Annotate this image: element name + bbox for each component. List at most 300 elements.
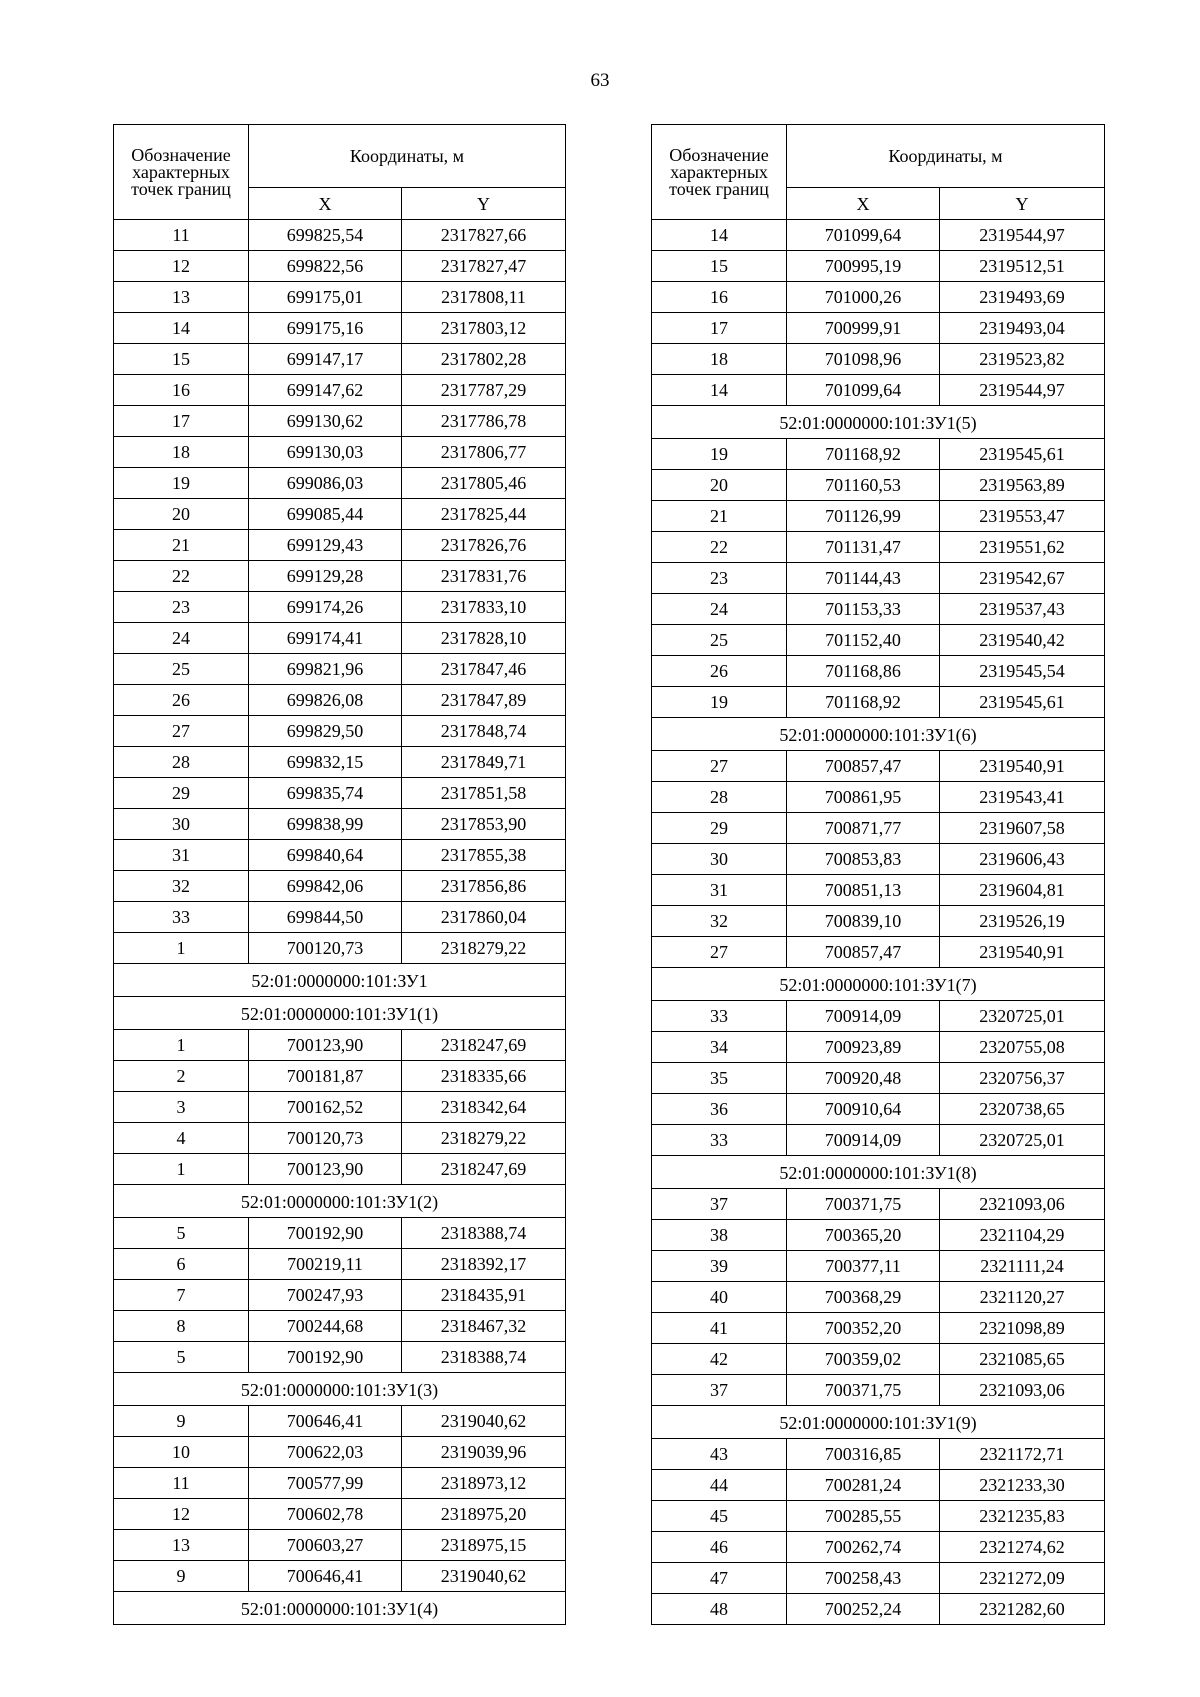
point-id-cell: 19 [652, 439, 787, 470]
table-row [652, 532, 1105, 563]
table-row [114, 406, 566, 437]
point-id-cell: 28 [652, 782, 787, 813]
x-coordinate-cell: 700603,27 [249, 1530, 402, 1561]
y-coordinate-cell: 2317855,38 [402, 840, 566, 871]
y-coordinate-cell: 2319039,96 [402, 1437, 566, 1468]
point-id-cell: 9 [114, 1561, 249, 1592]
table-row [652, 1439, 1105, 1470]
point-id-cell: 15 [114, 344, 249, 375]
y-coordinate-cell: 2319493,69 [940, 282, 1105, 313]
y-coordinate-cell: 2319544,97 [940, 220, 1105, 251]
y-coordinate-cell: 2319512,51 [940, 251, 1105, 282]
x-coordinate-cell: 700359,02 [787, 1344, 940, 1375]
x-coordinate-cell: 699129,28 [249, 561, 402, 592]
section-row [114, 1185, 566, 1218]
x-coordinate-cell: 700123,90 [249, 1030, 402, 1061]
table-row [652, 1063, 1105, 1094]
x-coordinate-cell: 701131,47 [787, 532, 940, 563]
point-id-cell: 14 [652, 220, 787, 251]
x-coordinate-cell: 701098,96 [787, 344, 940, 375]
point-id-cell: 6 [114, 1249, 249, 1280]
point-id-cell: 18 [652, 344, 787, 375]
table-row [114, 1218, 566, 1249]
y-coordinate-cell: 2317806,77 [402, 437, 566, 468]
y-coordinate-cell: 2318279,22 [402, 1123, 566, 1154]
table-row [652, 687, 1105, 718]
y-coordinate-cell: 2318435,91 [402, 1280, 566, 1311]
point-id-cell: 27 [652, 937, 787, 968]
table-row [114, 1561, 566, 1592]
table-row [652, 470, 1105, 501]
table-row [114, 1342, 566, 1373]
table-row [114, 871, 566, 902]
point-id-cell: 39 [652, 1251, 787, 1282]
x-coordinate-cell: 700622,03 [249, 1437, 402, 1468]
header-x: X [787, 188, 940, 220]
x-coordinate-cell: 699086,03 [249, 468, 402, 499]
point-id-cell: 48 [652, 1594, 787, 1625]
section-label: 52:01:0000000:101:ЗУ1(5) [652, 406, 1105, 439]
point-id-cell: 22 [114, 561, 249, 592]
table-row [114, 375, 566, 406]
section-row [114, 997, 566, 1030]
x-coordinate-cell: 699174,26 [249, 592, 402, 623]
x-coordinate-cell: 699130,62 [249, 406, 402, 437]
y-coordinate-cell: 2319607,58 [940, 813, 1105, 844]
table-row [114, 530, 566, 561]
y-coordinate-cell: 2320756,37 [940, 1063, 1105, 1094]
table-row [114, 716, 566, 747]
x-coordinate-cell: 700914,09 [787, 1001, 940, 1032]
point-id-cell: 26 [652, 656, 787, 687]
x-coordinate-cell: 701126,99 [787, 501, 940, 532]
y-coordinate-cell: 2317808,11 [402, 282, 566, 313]
x-coordinate-cell: 701152,40 [787, 625, 940, 656]
header-x: X [249, 188, 402, 220]
point-id-cell: 42 [652, 1344, 787, 1375]
y-coordinate-cell: 2317827,47 [402, 251, 566, 282]
table-row [652, 375, 1105, 406]
x-coordinate-cell: 700262,74 [787, 1532, 940, 1563]
section-label: 52:01:0000000:101:ЗУ1(9) [652, 1406, 1105, 1439]
point-id-cell: 27 [652, 751, 787, 782]
section-label: 52:01:0000000:101:ЗУ1(1) [114, 997, 566, 1030]
section-row [114, 1373, 566, 1406]
x-coordinate-cell: 700371,75 [787, 1189, 940, 1220]
x-coordinate-cell: 701000,26 [787, 282, 940, 313]
table-row [652, 1470, 1105, 1501]
point-id-cell: 20 [652, 470, 787, 501]
table-row [652, 344, 1105, 375]
y-coordinate-cell: 2319493,04 [940, 313, 1105, 344]
point-id-cell: 26 [114, 685, 249, 716]
y-coordinate-cell: 2317831,76 [402, 561, 566, 592]
table-row [114, 220, 566, 251]
y-coordinate-cell: 2319540,91 [940, 937, 1105, 968]
section-row [652, 1156, 1105, 1189]
point-id-cell: 24 [114, 623, 249, 654]
table-row [652, 1032, 1105, 1063]
table-row [652, 1251, 1105, 1282]
y-coordinate-cell: 2321098,89 [940, 1313, 1105, 1344]
section-label: 52:01:0000000:101:ЗУ1(6) [652, 718, 1105, 751]
table-row [114, 1249, 566, 1280]
y-coordinate-cell: 2321104,29 [940, 1220, 1105, 1251]
table-row [652, 813, 1105, 844]
table-row [114, 685, 566, 716]
table-row [114, 468, 566, 499]
x-coordinate-cell: 700857,47 [787, 751, 940, 782]
table-row [652, 1532, 1105, 1563]
y-coordinate-cell: 2319606,43 [940, 844, 1105, 875]
x-coordinate-cell: 700995,19 [787, 251, 940, 282]
point-id-cell: 21 [114, 530, 249, 561]
x-coordinate-cell: 700914,09 [787, 1125, 940, 1156]
point-id-cell: 16 [114, 375, 249, 406]
table-row [652, 1189, 1105, 1220]
section-row [652, 406, 1105, 439]
y-coordinate-cell: 2319040,62 [402, 1561, 566, 1592]
table-row [652, 937, 1105, 968]
y-coordinate-cell: 2317828,10 [402, 623, 566, 654]
point-id-cell: 7 [114, 1280, 249, 1311]
x-coordinate-cell: 700365,20 [787, 1220, 940, 1251]
y-coordinate-cell: 2317833,10 [402, 592, 566, 623]
x-coordinate-cell: 700244,68 [249, 1311, 402, 1342]
point-id-cell: 3 [114, 1092, 249, 1123]
point-id-cell: 38 [652, 1220, 787, 1251]
coordinates-table-left [113, 124, 566, 1625]
table-row [114, 1499, 566, 1530]
y-coordinate-cell: 2318247,69 [402, 1030, 566, 1061]
table-row [114, 282, 566, 313]
table-row [114, 344, 566, 375]
y-coordinate-cell: 2318247,69 [402, 1154, 566, 1185]
table-row [114, 437, 566, 468]
section-label: 52:01:0000000:101:ЗУ1(7) [652, 968, 1105, 1001]
point-id-cell: 25 [114, 654, 249, 685]
x-coordinate-cell: 699130,03 [249, 437, 402, 468]
x-coordinate-cell: 700999,91 [787, 313, 940, 344]
x-coordinate-cell: 700851,13 [787, 875, 940, 906]
y-coordinate-cell: 2317826,76 [402, 530, 566, 561]
point-id-cell: 32 [114, 871, 249, 902]
point-id-cell: 9 [114, 1406, 249, 1437]
y-coordinate-cell: 2319553,47 [940, 501, 1105, 532]
point-id-cell: 12 [114, 251, 249, 282]
x-coordinate-cell: 701144,43 [787, 563, 940, 594]
table-row [114, 1061, 566, 1092]
x-coordinate-cell: 699842,06 [249, 871, 402, 902]
point-id-cell: 8 [114, 1311, 249, 1342]
y-coordinate-cell: 2317860,04 [402, 902, 566, 933]
x-coordinate-cell: 700162,52 [249, 1092, 402, 1123]
section-label: 52:01:0000000:101:ЗУ1(4) [114, 1592, 566, 1625]
y-coordinate-cell: 2318279,22 [402, 933, 566, 964]
point-id-cell: 28 [114, 747, 249, 778]
table-row [652, 439, 1105, 470]
y-coordinate-cell: 2319537,43 [940, 594, 1105, 625]
table-row [114, 840, 566, 871]
x-coordinate-cell: 699085,44 [249, 499, 402, 530]
section-label: 52:01:0000000:101:ЗУ1(2) [114, 1185, 566, 1218]
point-id-cell: 35 [652, 1063, 787, 1094]
x-coordinate-cell: 700120,73 [249, 1123, 402, 1154]
x-coordinate-cell: 700577,99 [249, 1468, 402, 1499]
x-coordinate-cell: 699147,17 [249, 344, 402, 375]
point-id-cell: 12 [114, 1499, 249, 1530]
section-row [114, 1592, 566, 1625]
table-row [652, 906, 1105, 937]
y-coordinate-cell: 2320755,08 [940, 1032, 1105, 1063]
x-coordinate-cell: 699825,54 [249, 220, 402, 251]
point-id-cell: 1 [114, 933, 249, 964]
x-coordinate-cell: 700923,89 [787, 1032, 940, 1063]
table-row [652, 844, 1105, 875]
header-coordinates: Координаты, м [787, 125, 1105, 188]
table-row [114, 1530, 566, 1561]
y-coordinate-cell: 2317847,46 [402, 654, 566, 685]
table-row [114, 809, 566, 840]
table-row [114, 1030, 566, 1061]
y-coordinate-cell: 2319545,61 [940, 439, 1105, 470]
y-coordinate-cell: 2319542,67 [940, 563, 1105, 594]
x-coordinate-cell: 700285,55 [787, 1501, 940, 1532]
x-coordinate-cell: 699844,50 [249, 902, 402, 933]
table-row [114, 1154, 566, 1185]
table-row [652, 1313, 1105, 1344]
table-row [114, 1123, 566, 1154]
table-row [114, 561, 566, 592]
y-coordinate-cell: 2317856,86 [402, 871, 566, 902]
table-row [652, 501, 1105, 532]
y-coordinate-cell: 2317825,44 [402, 499, 566, 530]
x-coordinate-cell: 700853,83 [787, 844, 940, 875]
header-coordinates: Координаты, м [249, 125, 566, 188]
table-row [114, 654, 566, 685]
point-id-cell: 37 [652, 1375, 787, 1406]
point-id-cell: 11 [114, 1468, 249, 1499]
y-coordinate-cell: 2318467,32 [402, 1311, 566, 1342]
y-coordinate-cell: 2317848,74 [402, 716, 566, 747]
table-row [652, 1125, 1105, 1156]
y-coordinate-cell: 2321085,65 [940, 1344, 1105, 1375]
table-row [114, 1092, 566, 1123]
table-row [652, 594, 1105, 625]
y-coordinate-cell: 2319540,91 [940, 751, 1105, 782]
point-id-cell: 20 [114, 499, 249, 530]
point-id-cell: 46 [652, 1532, 787, 1563]
x-coordinate-cell: 700252,24 [787, 1594, 940, 1625]
point-id-cell: 33 [652, 1001, 787, 1032]
point-id-cell: 33 [652, 1125, 787, 1156]
x-coordinate-cell: 700646,41 [249, 1406, 402, 1437]
point-id-cell: 17 [114, 406, 249, 437]
point-id-cell: 40 [652, 1282, 787, 1313]
table-row [652, 1375, 1105, 1406]
table-row [114, 933, 566, 964]
table-row [114, 778, 566, 809]
x-coordinate-cell: 699840,64 [249, 840, 402, 871]
table-row [652, 1501, 1105, 1532]
x-coordinate-cell: 700123,90 [249, 1154, 402, 1185]
point-id-cell: 25 [652, 625, 787, 656]
y-coordinate-cell: 2317847,89 [402, 685, 566, 716]
point-id-cell: 44 [652, 1470, 787, 1501]
point-id-cell: 19 [652, 687, 787, 718]
y-coordinate-cell: 2317827,66 [402, 220, 566, 251]
x-coordinate-cell: 700861,95 [787, 782, 940, 813]
y-coordinate-cell: 2317787,29 [402, 375, 566, 406]
table-row [652, 1220, 1105, 1251]
y-coordinate-cell: 2319545,61 [940, 687, 1105, 718]
y-coordinate-cell: 2321120,27 [940, 1282, 1105, 1313]
point-id-cell: 23 [114, 592, 249, 623]
y-coordinate-cell: 2320725,01 [940, 1125, 1105, 1156]
table-row [114, 1468, 566, 1499]
x-coordinate-cell: 701099,64 [787, 220, 940, 251]
table-body-right [652, 220, 1105, 1625]
table-row [652, 751, 1105, 782]
x-coordinate-cell: 700316,85 [787, 1439, 940, 1470]
y-coordinate-cell: 2319604,81 [940, 875, 1105, 906]
x-coordinate-cell: 699174,41 [249, 623, 402, 654]
table-row [114, 623, 566, 654]
point-id-cell: 27 [114, 716, 249, 747]
point-id-cell: 45 [652, 1501, 787, 1532]
x-coordinate-cell: 701099,64 [787, 375, 940, 406]
point-id-cell: 11 [114, 220, 249, 251]
point-id-cell: 30 [114, 809, 249, 840]
point-id-cell: 1 [114, 1154, 249, 1185]
point-id-cell: 29 [114, 778, 249, 809]
x-coordinate-cell: 700839,10 [787, 906, 940, 937]
y-coordinate-cell: 2321233,30 [940, 1470, 1105, 1501]
y-coordinate-cell: 2317805,46 [402, 468, 566, 499]
y-coordinate-cell: 2319563,89 [940, 470, 1105, 501]
y-coordinate-cell: 2317786,78 [402, 406, 566, 437]
section-label: 52:01:0000000:101:ЗУ1(3) [114, 1373, 566, 1406]
x-coordinate-cell: 699832,15 [249, 747, 402, 778]
y-coordinate-cell: 2318388,74 [402, 1342, 566, 1373]
x-coordinate-cell: 699821,96 [249, 654, 402, 685]
x-coordinate-cell: 700371,75 [787, 1375, 940, 1406]
section-row [652, 968, 1105, 1001]
x-coordinate-cell: 700352,20 [787, 1313, 940, 1344]
point-id-cell: 31 [652, 875, 787, 906]
y-coordinate-cell: 2319040,62 [402, 1406, 566, 1437]
x-coordinate-cell: 700192,90 [249, 1342, 402, 1373]
y-coordinate-cell: 2321272,09 [940, 1563, 1105, 1594]
point-id-cell: 37 [652, 1189, 787, 1220]
table-row [652, 656, 1105, 687]
y-coordinate-cell: 2318975,15 [402, 1530, 566, 1561]
y-coordinate-cell: 2318342,64 [402, 1092, 566, 1123]
point-id-cell: 15 [652, 251, 787, 282]
y-coordinate-cell: 2317802,28 [402, 344, 566, 375]
table-row [114, 1311, 566, 1342]
x-coordinate-cell: 700920,48 [787, 1063, 940, 1094]
point-id-cell: 33 [114, 902, 249, 933]
x-coordinate-cell: 701153,33 [787, 594, 940, 625]
table-row [652, 282, 1105, 313]
point-id-cell: 1 [114, 1030, 249, 1061]
x-coordinate-cell: 700181,87 [249, 1061, 402, 1092]
y-coordinate-cell: 2321111,24 [940, 1251, 1105, 1282]
y-coordinate-cell: 2318973,12 [402, 1468, 566, 1499]
x-coordinate-cell: 700602,78 [249, 1499, 402, 1530]
x-coordinate-cell: 699129,43 [249, 530, 402, 561]
y-coordinate-cell: 2320725,01 [940, 1001, 1105, 1032]
x-coordinate-cell: 701168,92 [787, 439, 940, 470]
y-coordinate-cell: 2319551,62 [940, 532, 1105, 563]
table-row [114, 1280, 566, 1311]
point-id-cell: 47 [652, 1563, 787, 1594]
table-row [114, 592, 566, 623]
x-coordinate-cell: 699826,08 [249, 685, 402, 716]
x-coordinate-cell: 700247,93 [249, 1280, 402, 1311]
point-id-cell: 5 [114, 1342, 249, 1373]
point-id-cell: 14 [114, 313, 249, 344]
x-coordinate-cell: 700281,24 [787, 1470, 940, 1501]
point-id-cell: 4 [114, 1123, 249, 1154]
table-row [114, 902, 566, 933]
y-coordinate-cell: 2319526,19 [940, 906, 1105, 937]
x-coordinate-cell: 699175,01 [249, 282, 402, 313]
x-coordinate-cell: 699838,99 [249, 809, 402, 840]
table-row [114, 1406, 566, 1437]
table-row [114, 747, 566, 778]
point-id-cell: 34 [652, 1032, 787, 1063]
x-coordinate-cell: 699829,50 [249, 716, 402, 747]
table-row [652, 782, 1105, 813]
point-id-cell: 22 [652, 532, 787, 563]
table-row [114, 313, 566, 344]
point-id-cell: 16 [652, 282, 787, 313]
table-row [114, 251, 566, 282]
x-coordinate-cell: 701168,86 [787, 656, 940, 687]
point-id-cell: 31 [114, 840, 249, 871]
point-id-cell: 36 [652, 1094, 787, 1125]
header-designation: Обозначение характерных точек границ [652, 125, 787, 220]
table-row [652, 1282, 1105, 1313]
y-coordinate-cell: 2317849,71 [402, 747, 566, 778]
section-row [652, 1406, 1105, 1439]
y-coordinate-cell: 2321093,06 [940, 1375, 1105, 1406]
table-row [652, 1344, 1105, 1375]
x-coordinate-cell: 700192,90 [249, 1218, 402, 1249]
x-coordinate-cell: 700646,41 [249, 1561, 402, 1592]
table-row [652, 1594, 1105, 1625]
point-id-cell: 10 [114, 1437, 249, 1468]
y-coordinate-cell: 2321274,62 [940, 1532, 1105, 1563]
point-id-cell: 43 [652, 1439, 787, 1470]
y-coordinate-cell: 2319523,82 [940, 344, 1105, 375]
y-coordinate-cell: 2317803,12 [402, 313, 566, 344]
point-id-cell: 19 [114, 468, 249, 499]
y-coordinate-cell: 2319540,42 [940, 625, 1105, 656]
table-row [652, 313, 1105, 344]
y-coordinate-cell: 2317851,58 [402, 778, 566, 809]
x-coordinate-cell: 701160,53 [787, 470, 940, 501]
table-row [652, 563, 1105, 594]
point-id-cell: 14 [652, 375, 787, 406]
y-coordinate-cell: 2321172,71 [940, 1439, 1105, 1470]
section-label: 52:01:0000000:101:ЗУ1(8) [652, 1156, 1105, 1189]
x-coordinate-cell: 699835,74 [249, 778, 402, 809]
section-label: 52:01:0000000:101:ЗУ1 [114, 964, 566, 997]
section-row [114, 964, 566, 997]
